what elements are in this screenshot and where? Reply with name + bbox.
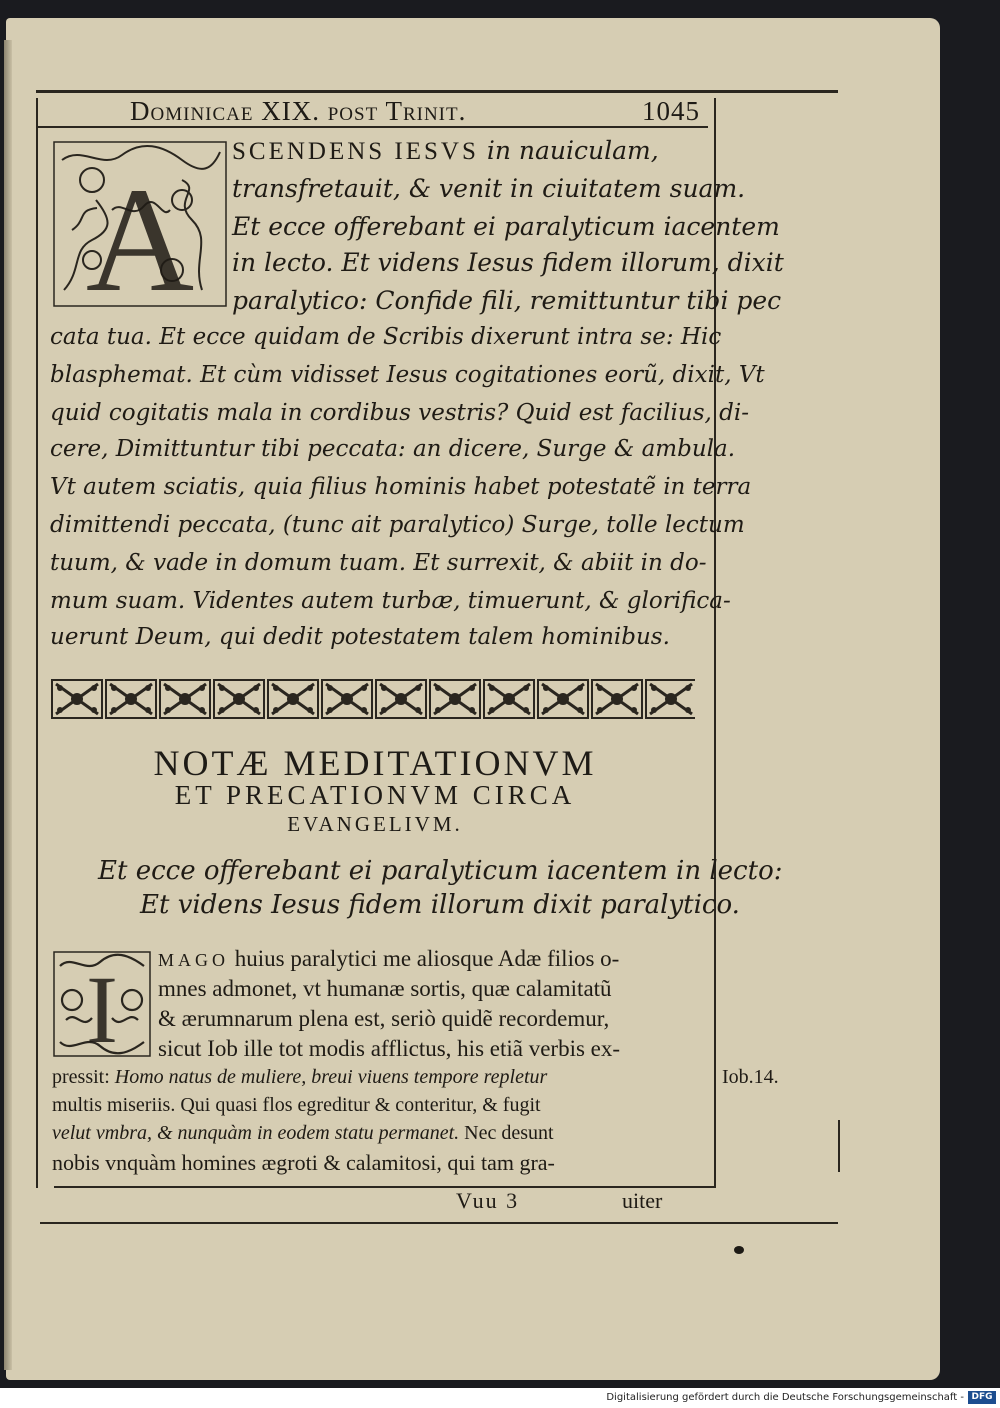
- meditation-line-3: & ærumnarum plena est, seriò quidẽ recordemur,: [158, 1006, 610, 1031]
- gospel-line-12: tuum, & vade in domum tuam. Et surrexit, & abiit in do-: [50, 550, 707, 576]
- gospel-line-4: in lecto. Et videns Iesus fidem illorum, dixit: [232, 248, 784, 277]
- gospel-line-3: Et ecce offerebant ei paralyticum iacentem: [232, 212, 780, 241]
- top-rule-outer: [36, 90, 838, 93]
- initial-a-letter: A: [85, 157, 195, 308]
- gospel-line-2: transfretauit, & venit in ciuitatem suam.: [232, 174, 746, 203]
- section-heading-line-3: EVANGELIVM.: [287, 812, 463, 836]
- section-heading-line-1: NOTÆ MEDITATIONVM: [153, 743, 597, 783]
- meditation-line-5: [52, 1066, 547, 1089]
- gospel-line-9: cere, Dimittuntur tibi peccata: an dicere, Surge & ambula.: [50, 436, 736, 462]
- quote-line-2: Et videns Iesus fidem illorum dixit paralytico.: [140, 890, 740, 920]
- meditation-line-1-rest: huius paralytici me aliosque Adæ filios o-: [229, 946, 620, 971]
- running-head-title: Dominicae XIX. post Trinit.: [130, 96, 467, 126]
- gospel-line-5: paralytico: Confide fili, remittuntur tibi pec: [232, 286, 782, 315]
- page-number: 1045: [642, 96, 700, 126]
- gospel-line-14: uerunt Deum, qui dedit potestatem talem hominibus.: [50, 624, 670, 650]
- ornamental-divider: [50, 676, 695, 722]
- gospel-line-1: [232, 136, 659, 166]
- catchword: uiter: [622, 1188, 663, 1213]
- meditation-line-4: sicut Iob ille tot modis afflictus, his etiã verbis ex-: [158, 1036, 621, 1061]
- signature-mark: Vuu 3: [456, 1188, 520, 1213]
- running-head: [130, 96, 700, 130]
- decorated-initial-i: [52, 950, 152, 1058]
- meditation-line-5-italic: Homo natus de muliere, breui viuens tempore repletur: [114, 1066, 548, 1088]
- gospel-line-8: quid cogitatis mala in cordibus vestris? Quid est facilius, di-: [50, 400, 749, 426]
- gospel-line-11: dimittendi peccata, (tunc ait paralytico) Surge, tolle lectum: [50, 512, 745, 538]
- meditation-line-2: mnes admonet, vt humanæ sortis, quæ calamitatũ: [158, 976, 612, 1001]
- meditation-line-7-roman: Nec desunt: [459, 1122, 554, 1144]
- meditation-line-1-caps: MAGO: [158, 950, 230, 970]
- page-edge: [4, 40, 12, 1370]
- gospel-line-6: cata tua. Et ecce quidam de Scribis dixerunt intra se: Hic: [50, 324, 722, 350]
- meditation-line-1: [158, 946, 619, 972]
- digitization-credit: Digitalisierung gefördert durch die Deutsche Forschungsgemeinschaft -: [606, 1392, 964, 1403]
- meditation-line-7-italic: velut vmbra, & nunquàm in eodem statu permanet.: [52, 1122, 460, 1144]
- quote-line-1: Et ecce offerebant ei paralyticum iacentem in lecto:: [98, 856, 783, 886]
- gospel-line-10: Vt autem sciatis, quia filius hominis habet potestatẽ in terra: [50, 474, 752, 500]
- gospel-line-13: mum suam. Videntes autem turbæ, timuerunt, & glorifica-: [50, 588, 731, 614]
- gospel-line-1-rest: in nauiculam,: [478, 136, 659, 165]
- section-heading-line-2: ET PRECATIONVM CIRCA: [174, 780, 576, 810]
- meditation-line-8: nobis vnquàm homines ægroti & calamitosi, qui tam gra-: [52, 1150, 555, 1175]
- meditation-line-6: multis miseriis. Qui quasi flos egreditur & conteritur, & fugit: [52, 1094, 541, 1116]
- ink-spot: [734, 1246, 744, 1254]
- gospel-line-1-caps: SCENDENS IESVS: [232, 138, 479, 165]
- initial-i-letter: I: [86, 956, 118, 1058]
- meditation-line-7: [52, 1122, 554, 1145]
- marginal-note: Iob.14.: [722, 1066, 779, 1088]
- bottom-rule-outer: [40, 1222, 838, 1224]
- meditation-line-5-roman: pressit:: [52, 1066, 115, 1088]
- gospel-line-7: blasphemat. Et cùm vidisset Iesus cogitationes eorũ, dixit, Vt: [50, 362, 765, 388]
- decorated-initial-a: [52, 140, 228, 308]
- right-edge-mark: [838, 1120, 840, 1172]
- dfg-logo: DFG: [968, 1391, 996, 1404]
